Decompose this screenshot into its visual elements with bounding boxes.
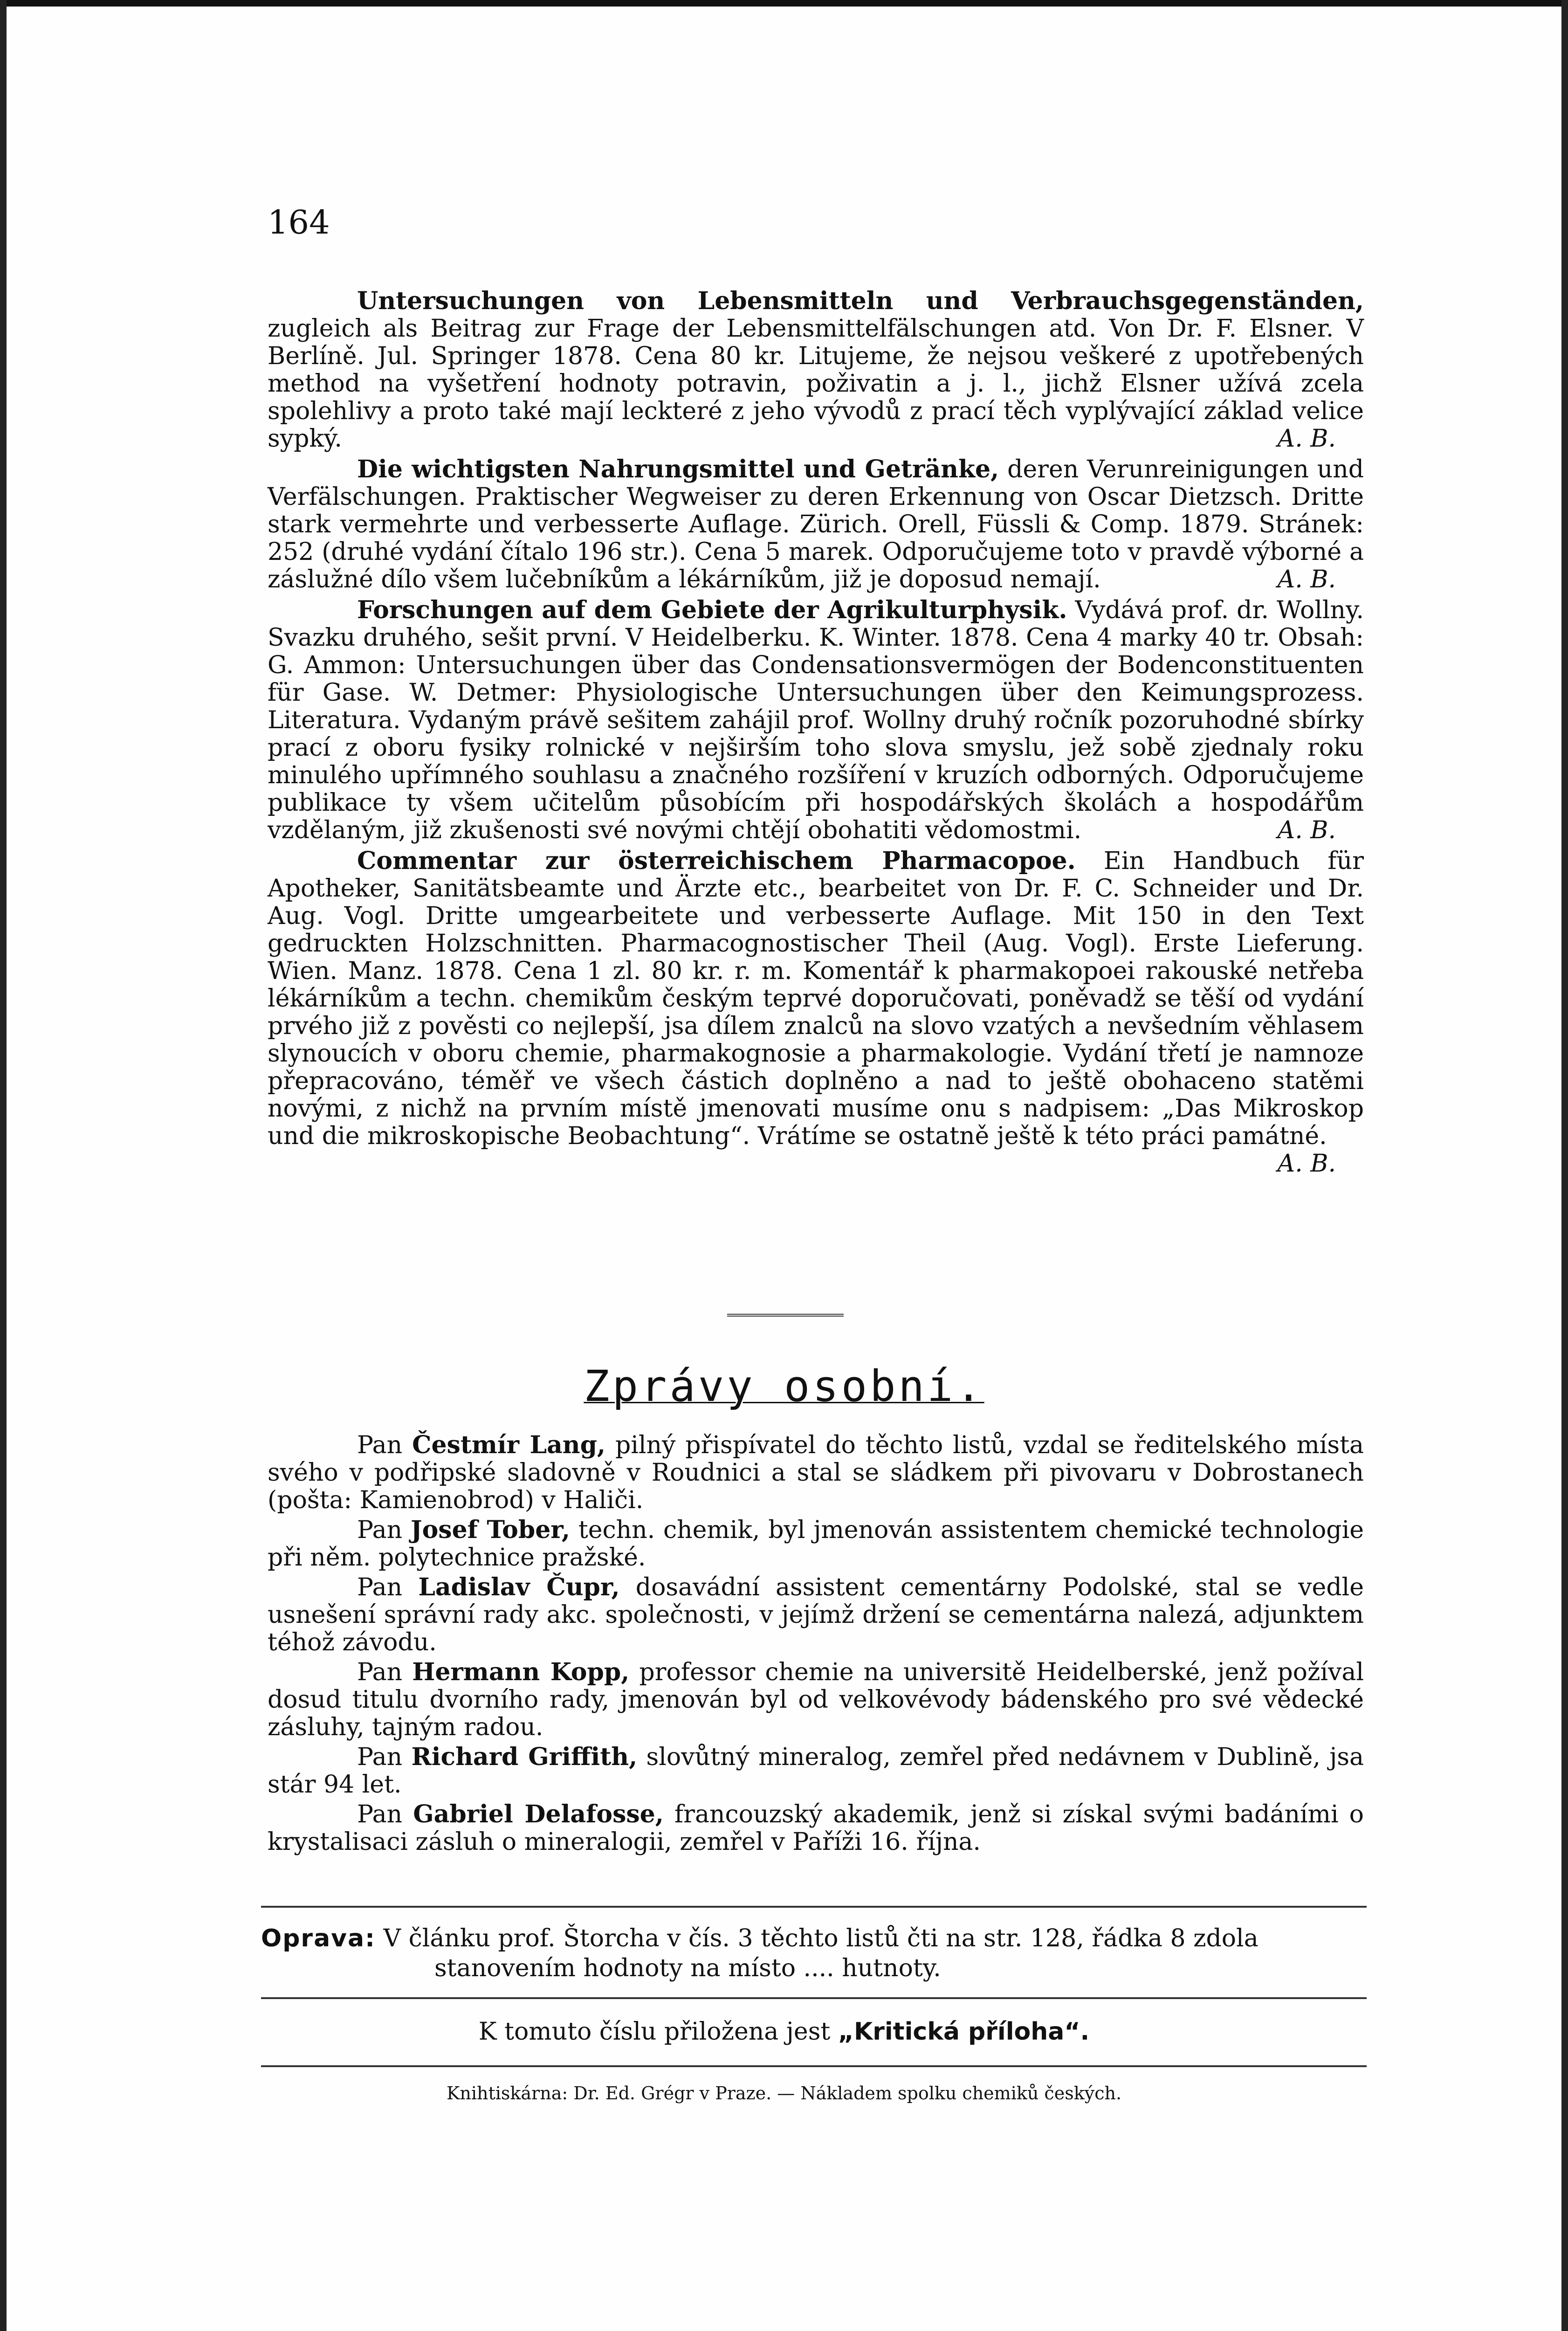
news-item bbox=[268, 1658, 1364, 1741]
personal-news-list bbox=[268, 1431, 1364, 1858]
news-body: pilný přispívatel do těchto listů, vzdal se ředitelského místa svého v podřipské sladovně v Roudnici a stal se sládkem při pivovaru v Dobrostanech (pošta: Kamienobrod) v Haliči. bbox=[268, 1431, 1364, 1514]
correction-label: Oprava: bbox=[261, 1924, 376, 1952]
review-title: Die wichtigsten Nahrungsmittel und Getränke, bbox=[357, 455, 999, 483]
review-list bbox=[268, 287, 1364, 1178]
news-body: techn. chemik, byl jmenován assistentem chemické technologie při něm. polytechnice pražské. bbox=[268, 1516, 1364, 1572]
news-body: dosavádní assistent cementárny Podolské, stal se vedle usnešení správní rady akc. společnosti, v jejímž držení se cementárna nalezá, adjunktem téhož závodu. bbox=[268, 1573, 1364, 1656]
news-person-name: Hermann Kopp, bbox=[412, 1658, 630, 1686]
review-entry bbox=[268, 596, 1364, 844]
news-prefix: Pan bbox=[357, 1800, 403, 1828]
scan-border-right bbox=[1561, 0, 1568, 2331]
news-item bbox=[268, 1743, 1364, 1799]
page-number: 164 bbox=[268, 203, 330, 241]
news-person-name: Gabriel Delafosse, bbox=[413, 1800, 664, 1828]
news-body: professor chemie na universitě Heidelberské, jenž požíval dosud titulu dvorního rady, jmenován byl od velkovévody bádenského pro své vědecké zásluhy, tajným radou. bbox=[268, 1658, 1364, 1741]
review-body: Ein Handbuch für Apotheker, Sanitätsbeamte und Ärzte etc., bearbeitet von Dr. F. C. Schneider und Dr. Aug. Vogl. Dritte umgearbeitete und verbesserte Auflage. Mit 150 in den Text gedruckten Holzschnitten. Pharmacognostischer Theil (Aug. Vogl). Erste Lieferung. Wien. Manz. 1878. Cena 1 zl. 80 kr. r. m. Komentář k pharmakopoei rakouské netřeba lékárníkům a techn. chemikům českým teprvé doporučovati, poněvadž se těší od vydání prvého již z pověsti co nejlepší, jsa dílem znalců na slovo vzatých a nevšedním věhlasem slynoucích v oboru chemie, pharmakognosie a pharmakologie. Vydání třetí je namnoze přepracováno, téměř ve všech částich doplněno a nad to ještě obohaceno statěmi novými, z nichž na prvním místě jmenovati musíme onu s nadpisem: „Das Mikroskop und die mikroskopische Beobachtung“. Vrátíme se ostatně ještě k této práci památné. bbox=[268, 847, 1364, 1150]
review-title: Untersuchungen von Lebensmitteln und Verbrauchsgegenständen, bbox=[357, 287, 1364, 315]
review-title: Commentar zur österreichischem Pharmacopoe. bbox=[357, 847, 1076, 875]
correction-line-1 bbox=[261, 1924, 1367, 1953]
news-prefix: Pan bbox=[357, 1743, 403, 1771]
news-person-name: Richard Griffith, bbox=[411, 1743, 638, 1771]
news-item bbox=[268, 1431, 1364, 1514]
correction-line-2: stanovením hodnoty na místo .... hutnoty. bbox=[434, 1954, 941, 1982]
section-heading: Zprávy osobní. bbox=[584, 1361, 984, 1411]
divider-rule bbox=[261, 1997, 1367, 1999]
section-separator bbox=[727, 1314, 844, 1317]
review-entry bbox=[268, 847, 1364, 1178]
review-entry bbox=[268, 455, 1364, 593]
supplement-notice bbox=[0, 2018, 1568, 2046]
review-signature: A. B. bbox=[1277, 816, 1336, 844]
news-item bbox=[268, 1800, 1364, 1856]
news-prefix: Pan bbox=[357, 1516, 403, 1544]
news-item bbox=[268, 1573, 1364, 1656]
news-body: slovůtný mineralog, zemřel před nedávnem v Dublině, jsa stár 94 let. bbox=[268, 1743, 1364, 1799]
review-body: deren Verunreinigungen und Verfälschungen. Praktischer Wegweiser zu deren Erkennung von Oscar Dietzsch. Dritte stark vermehrte und verbesserte Auflage. Zürich. Orell, Füssli & Comp. 1879. Stránek: 252 (druhé vydání čítalo 196 str.). Cena 5 marek. Odporučujeme toto v pravdě výborné a záslužné dílo všem lučebníkům a lékárníkům, již je doposud nemají. bbox=[268, 455, 1364, 593]
divider-rule bbox=[261, 2065, 1367, 2067]
notice-text: K tomuto číslu přiložena jest bbox=[478, 2018, 831, 2046]
scan-border-left bbox=[0, 0, 7, 2331]
news-item bbox=[268, 1516, 1364, 1572]
news-person-name: Josef Tober, bbox=[411, 1516, 571, 1544]
printer-footer: Knihtiskárna: Dr. Ed. Grégr v Praze. — Nákladem spolku chemiků českých. bbox=[446, 2083, 1122, 2103]
review-entry bbox=[268, 287, 1364, 453]
news-body: francouzský akademik, jenž si získal svými badáními o krystalisaci zásluh o mineralogii, zemřel v Paříži 16. října. bbox=[268, 1800, 1364, 1856]
news-prefix: Pan bbox=[357, 1573, 403, 1601]
divider-rule bbox=[261, 1906, 1367, 1908]
review-body: zugleich als Beitrag zur Frage der Lebensmittelfälschungen atd. Von Dr. F. Elsner. V Berlíně. Jul. Springer 1878. Cena 80 kr. Litujeme, že nejsou veškeré z upotřebených method na vyšetření hodnoty potravin, poživatin a j. l., jichž Elsner užívá zcela spolehlivy a proto také mají leckteré z jeho vývodů z prací těch vyplývající základ velice sypký. bbox=[268, 315, 1364, 453]
correction-block bbox=[261, 1924, 1367, 1983]
correction-text: V článku prof. Štorcha v čís. 3 těchto listů čti na str. 128, řádka 8 zdola bbox=[383, 1924, 1259, 1952]
review-signature: A. B. bbox=[1277, 566, 1336, 593]
news-person-name: Čestmír Lang, bbox=[412, 1431, 606, 1459]
review-title: Forschungen auf dem Gebiete der Agrikulturphysik. bbox=[357, 596, 1067, 624]
review-signature: A. B. bbox=[1277, 1150, 1336, 1178]
scan-border-top bbox=[0, 0, 1568, 7]
review-signature: A. B. bbox=[1277, 425, 1336, 453]
news-prefix: Pan bbox=[357, 1658, 403, 1686]
news-prefix: Pan bbox=[357, 1431, 403, 1459]
review-body: Vydává prof. dr. Wollny. Svazku druhého, sešit první. V Heidelberku. K. Winter. 1878. Cena 4 marky 40 tr. Obsah: G. Ammon: Untersuchungen über das Condensationsvermögen der Bodenconstituenten für Gase. W. Detmer: Physiologische Untersuchungen über den Keimungsprozess. Literatura. Vydaným právě sešitem zahájil prof. Wollny druhý ročník pozoruhodné sbírky prací z oboru fysiky rolnické v nejširším toho slova smyslu, jež sobě zjednaly roku minulého upřímného souhlasu a značného rozšíření v kruzích odborných. Odporučujeme publikace ty všem učitelům působícím při hospodářských školách a hospodářům vzdělaným, již zkušenosti své novými chtějí obohatiti vědomostmi. bbox=[268, 596, 1364, 844]
notice-highlight: „Kritická příloha“. bbox=[838, 2018, 1090, 2046]
news-person-name: Ladislav Čupr, bbox=[418, 1573, 620, 1601]
